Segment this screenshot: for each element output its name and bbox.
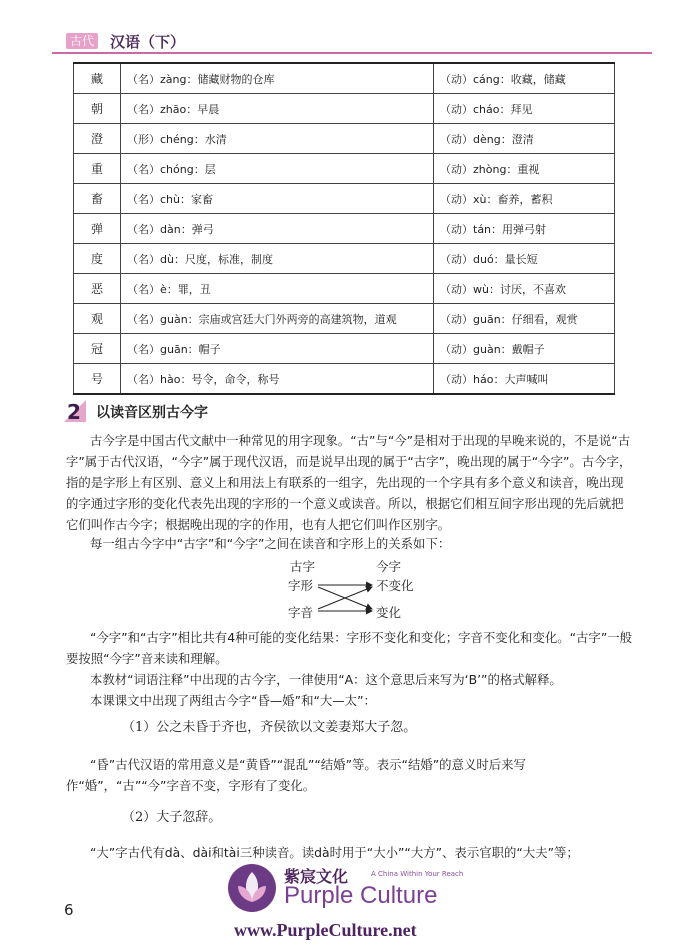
table-cell-verb: （动）guàn：戴帽子 — [434, 334, 615, 364]
table-row — [74, 124, 615, 154]
table-row — [74, 154, 615, 184]
diagram-col-old: 古字 — [290, 559, 316, 574]
header-rule — [52, 52, 652, 54]
paragraph-text: 古今字是中国古代文献中一种常见的用字现象。“古”与“今”是相对于出现的早晚来说的，不是说“古字”属于古代汉语，“今字”属于现代汉语，而是说早出现的属于“古字”，晚出现的属于“今字”。古今字，指的是字形上有区别、意义上和用法上有联系的一组字，先出现的一个字具有多个意义和读音，晚出现的字通过字形的变化代表先出现的字形的一个意义或读音。所以，根据它们相互间字形出现的先后就把它们叫作古今字；根据晚出现的字的作用，也有人把它们叫作区别字。 — [66, 433, 632, 532]
watermark-en: Purple Culture — [284, 882, 438, 909]
section-number-badge — [62, 398, 86, 424]
table-row — [74, 94, 615, 124]
paragraph-3 — [66, 627, 634, 669]
paragraph-text: 本课课文中出现了两组古今字“昏—婚”和“大—太”： — [90, 693, 376, 708]
running-header — [52, 30, 652, 52]
table-row — [74, 63, 615, 94]
watermark-url: www.PurpleCulture.net — [234, 920, 417, 940]
table-cell-noun: （名）dàn：弹弓 — [121, 214, 434, 244]
table-cell-char: 号 — [74, 364, 121, 395]
header-badge: 古代 — [66, 33, 98, 49]
table-cell-char: 畜 — [74, 184, 121, 214]
table-cell-verb: （动）duó：量长短 — [434, 244, 615, 274]
paragraph-4 — [66, 669, 634, 690]
table-cell-verb: （动）guān：仔细看，观赏 — [434, 304, 615, 334]
table-cell-noun: （名）guān：帽子 — [121, 334, 434, 364]
table-cell-noun: （名）chù：家畜 — [121, 184, 434, 214]
header-title: 汉语（下） — [110, 33, 186, 51]
watermark-cn: 紫宸文化 — [284, 867, 349, 886]
table-cell-verb: （动）dèng：澄清 — [434, 124, 615, 154]
table-cell-char: 弹 — [74, 214, 121, 244]
paragraph-text: 本教材“词语注释”中出现的古今字，一律使用“A：这个意思后来写为‘B’”的格式解释。 — [90, 672, 562, 687]
table-cell-verb: （动）cháo：拜见 — [434, 94, 615, 124]
diagram-arrows — [284, 557, 444, 625]
table-cell-char: 冠 — [74, 334, 121, 364]
table-row — [74, 334, 615, 364]
example-2: （2）大子忽辞。 — [122, 810, 222, 825]
paragraph-2 — [66, 533, 634, 554]
table-cell-char: 度 — [74, 244, 121, 274]
table-cell-verb: （动）háo：大声喊叫 — [434, 364, 615, 395]
diagram-col-new: 今字 — [376, 559, 402, 574]
table-cell-verb: （动）wù：讨厌，不喜欢 — [434, 274, 615, 304]
lotus-logo-icon — [226, 862, 278, 914]
table-cell-char: 朝 — [74, 94, 121, 124]
table-cell-noun: （名）hào：号令，命令，称号 — [121, 364, 434, 395]
table-cell-noun: （名）guàn：宗庙或宫廷大门外两旁的高建筑物，道观 — [121, 304, 434, 334]
table-cell-char: 重 — [74, 154, 121, 184]
table-cell-noun: （形）chéng：水清 — [121, 124, 434, 154]
table-row — [74, 274, 615, 304]
table-row — [74, 364, 615, 395]
table-cell-char: 澄 — [74, 124, 121, 154]
table-cell-verb: （动）tán：用弹弓射 — [434, 214, 615, 244]
paragraph-text: 每一组古今字中“古字”和“今字”之间在读音和字形上的关系如下： — [90, 536, 451, 551]
section-number: 2 — [67, 400, 81, 424]
page-number: 6 — [64, 901, 74, 919]
table-cell-noun: （名）è：罪，丑 — [121, 274, 434, 304]
table-row — [74, 304, 615, 334]
table-cell-verb: （动）zhòng：重视 — [434, 154, 615, 184]
paragraph-5 — [66, 690, 634, 711]
section-title: 以读音区别古今字 — [96, 405, 208, 421]
paragraph-text: “大”字古代有dà、dài和tài三种读音。读dà时用于“大小”“大方”、表示官职的“大夫”等； — [90, 845, 579, 860]
table-cell-char: 藏 — [74, 63, 121, 94]
table-row — [74, 244, 615, 274]
table-row — [74, 214, 615, 244]
paragraph-7 — [66, 842, 634, 863]
diagram-left-bottom: 字音 — [288, 605, 314, 620]
table-cell-noun: （名）zàng：储藏财物的仓库 — [121, 63, 434, 94]
table-cell-noun: （名）dù：尺度，标准，制度 — [121, 244, 434, 274]
paragraph-1 — [66, 430, 634, 535]
example-1: （1）公之未昏于齐也，齐侯欲以文姜妻郑大子忽。 — [122, 720, 417, 735]
table-row — [74, 184, 615, 214]
vocab-table — [73, 62, 615, 395]
relation-diagram — [284, 557, 444, 625]
diagram-right-bottom: 变化 — [376, 605, 402, 620]
table-cell-char: 观 — [74, 304, 121, 334]
paragraph-6 — [66, 754, 634, 796]
paragraph-text: “昏”古代汉语的常用意义是“黄昏”“混乱”“结婚”等。表示“结婚”的意义时后来写作“婚”，“古”“今”字音不变，字形有了变化。 — [66, 757, 526, 793]
diagram-right-top: 不变化 — [376, 578, 414, 593]
watermark-logo — [226, 862, 496, 946]
paragraph-text: “今字”和“古字”相比共有4种可能的变化结果：字形不变化和变化；字音不变化和变化。“古字”一般要按照“今字”音来读和理解。 — [66, 630, 633, 666]
table-cell-noun: （名）zhāo：早晨 — [121, 94, 434, 124]
watermark-tagline: A China Within Your Reach — [371, 870, 464, 878]
table-cell-verb: （动）xù：畜养，蓄积 — [434, 184, 615, 214]
diagram-left-top: 字形 — [288, 578, 314, 593]
table-cell-noun: （名）chóng：层 — [121, 154, 434, 184]
table-cell-char: 恶 — [74, 274, 121, 304]
table-cell-verb: （动）cáng：收藏，储藏 — [434, 63, 615, 94]
